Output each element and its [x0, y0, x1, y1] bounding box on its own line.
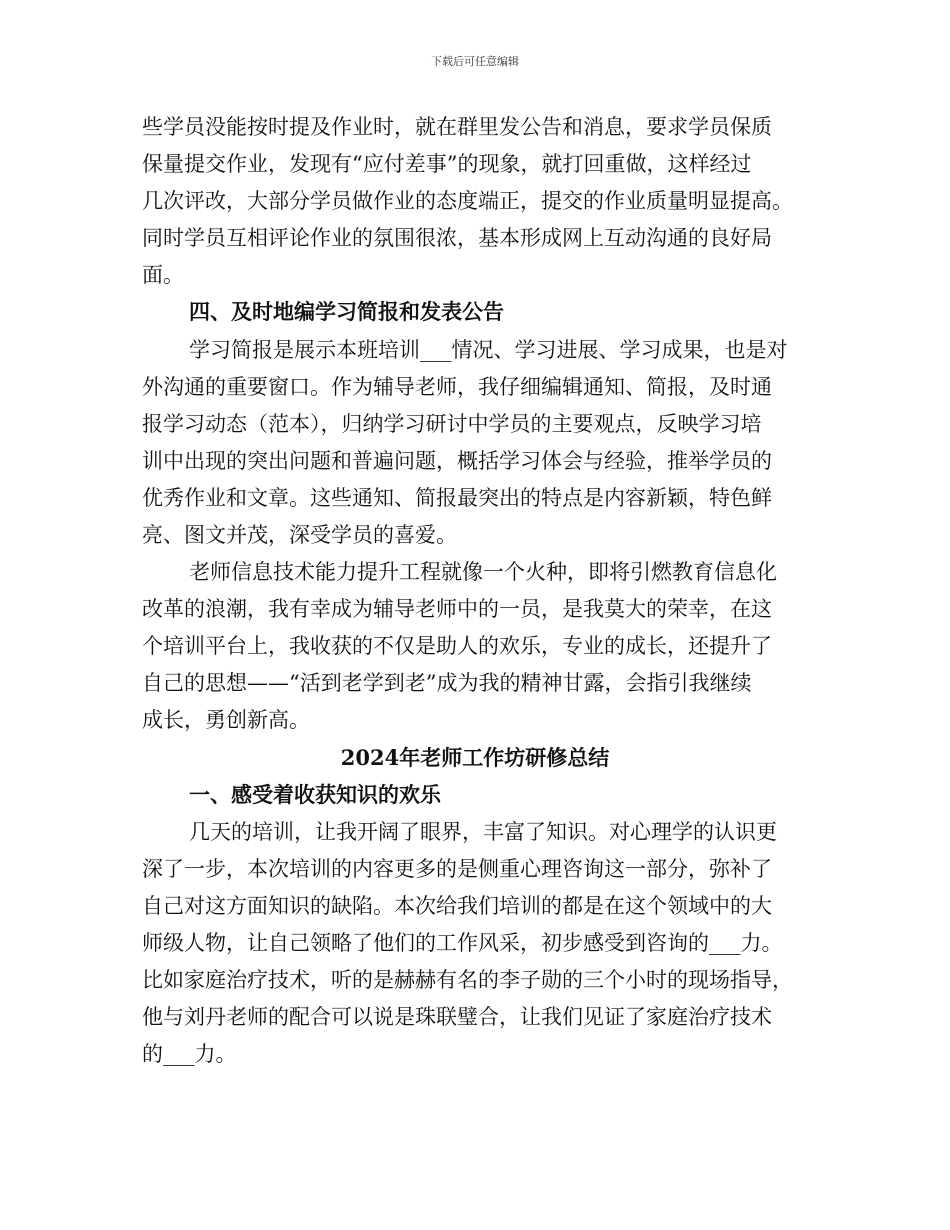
paragraph-line: 几次评改，大部分学员做作业的态度端正，提交的作业质量明显提高。: [142, 189, 793, 213]
paragraph-line: 自己对这方面知识的缺陷。本次给我们培训的都是在这个领域中的大: [142, 894, 772, 918]
paragraph-line: 自己的思想——“活到老学到老”成为我的精神甘露，会指引我继续: [142, 671, 752, 695]
paragraph-line: 他与刘丹老师的配合可以说是珠联璧合，让我们见证了家庭治疗技术: [142, 1005, 772, 1029]
paragraph-line: 改革的浪潮，我有幸成为辅导老师中的一员，是我莫大的荣幸，在这: [142, 597, 772, 621]
paragraph-line: 成长，勇创新高。: [142, 708, 310, 732]
paragraph-line: 保量提交作业，发现有“应付差事”的现象，就打回重做，这样经过: [142, 152, 752, 176]
paragraph-line: 亮、图文并茂，深受学员的喜爱。: [142, 523, 457, 547]
paragraph-line: 外沟通的重要窗口。作为辅导老师，我仔细编辑通知、简报，及时通: [142, 375, 772, 399]
section-heading: 一、感受着收获知识的欢乐: [189, 782, 441, 807]
paragraph-line: 师级人物，让自己领略了他们的工作风采，初步感受到咨询的___力。: [142, 931, 783, 955]
paragraph-line: 面。: [142, 263, 184, 287]
section-heading: 四、及时地编学习简报和发表公告: [189, 299, 504, 324]
paragraph-line: 些学员没能按时提及作业时，就在群里发公告和消息，要求学员保质: [142, 115, 772, 139]
paragraph-line: 比如家庭治疗技术，听的是赫赫有名的李子勋的三个小时的现场指导，: [142, 968, 793, 992]
paragraph-line: 学习简报是展示本班培训___情况、学习进展、学习成果，也是对: [189, 338, 788, 362]
document-title: 2024年老师工作坊研修总结: [340, 745, 610, 770]
paragraph-line: 报学习动态（范本），归纳学习研讨中学员的主要观点，反映学习培: [142, 412, 762, 436]
paragraph-line: 个培训平台上，我收获的不仅是助人的欢乐，专业的成长，还提升了: [142, 634, 772, 658]
paragraph-line: 同时学员互相评论作业的氛围很浓，基本形成网上互动沟通的良好局: [142, 226, 772, 250]
paragraph-line: 老师信息技术能力提升工程就像一个火种，即将引燃教育信息化: [189, 560, 777, 584]
paragraph-line: 几天的培训，让我开阔了眼界，丰富了知识。对心理学的认识更: [189, 820, 777, 844]
paragraph-line: 优秀作业和文章。这些通知、简报最突出的特点是内容新颖，特色鲜: [142, 486, 772, 510]
paragraph-line: 深了一步，本次培训的内容更多的是侧重心理咨询这一部分，弥补了: [142, 857, 772, 881]
paragraph-line: 训中出现的突出问题和普遍问题，概括学习体会与经验，推举学员的: [142, 449, 772, 473]
page-header: 下载后可任意编辑: [431, 55, 519, 68]
paragraph-line: 的___力。: [142, 1042, 237, 1066]
